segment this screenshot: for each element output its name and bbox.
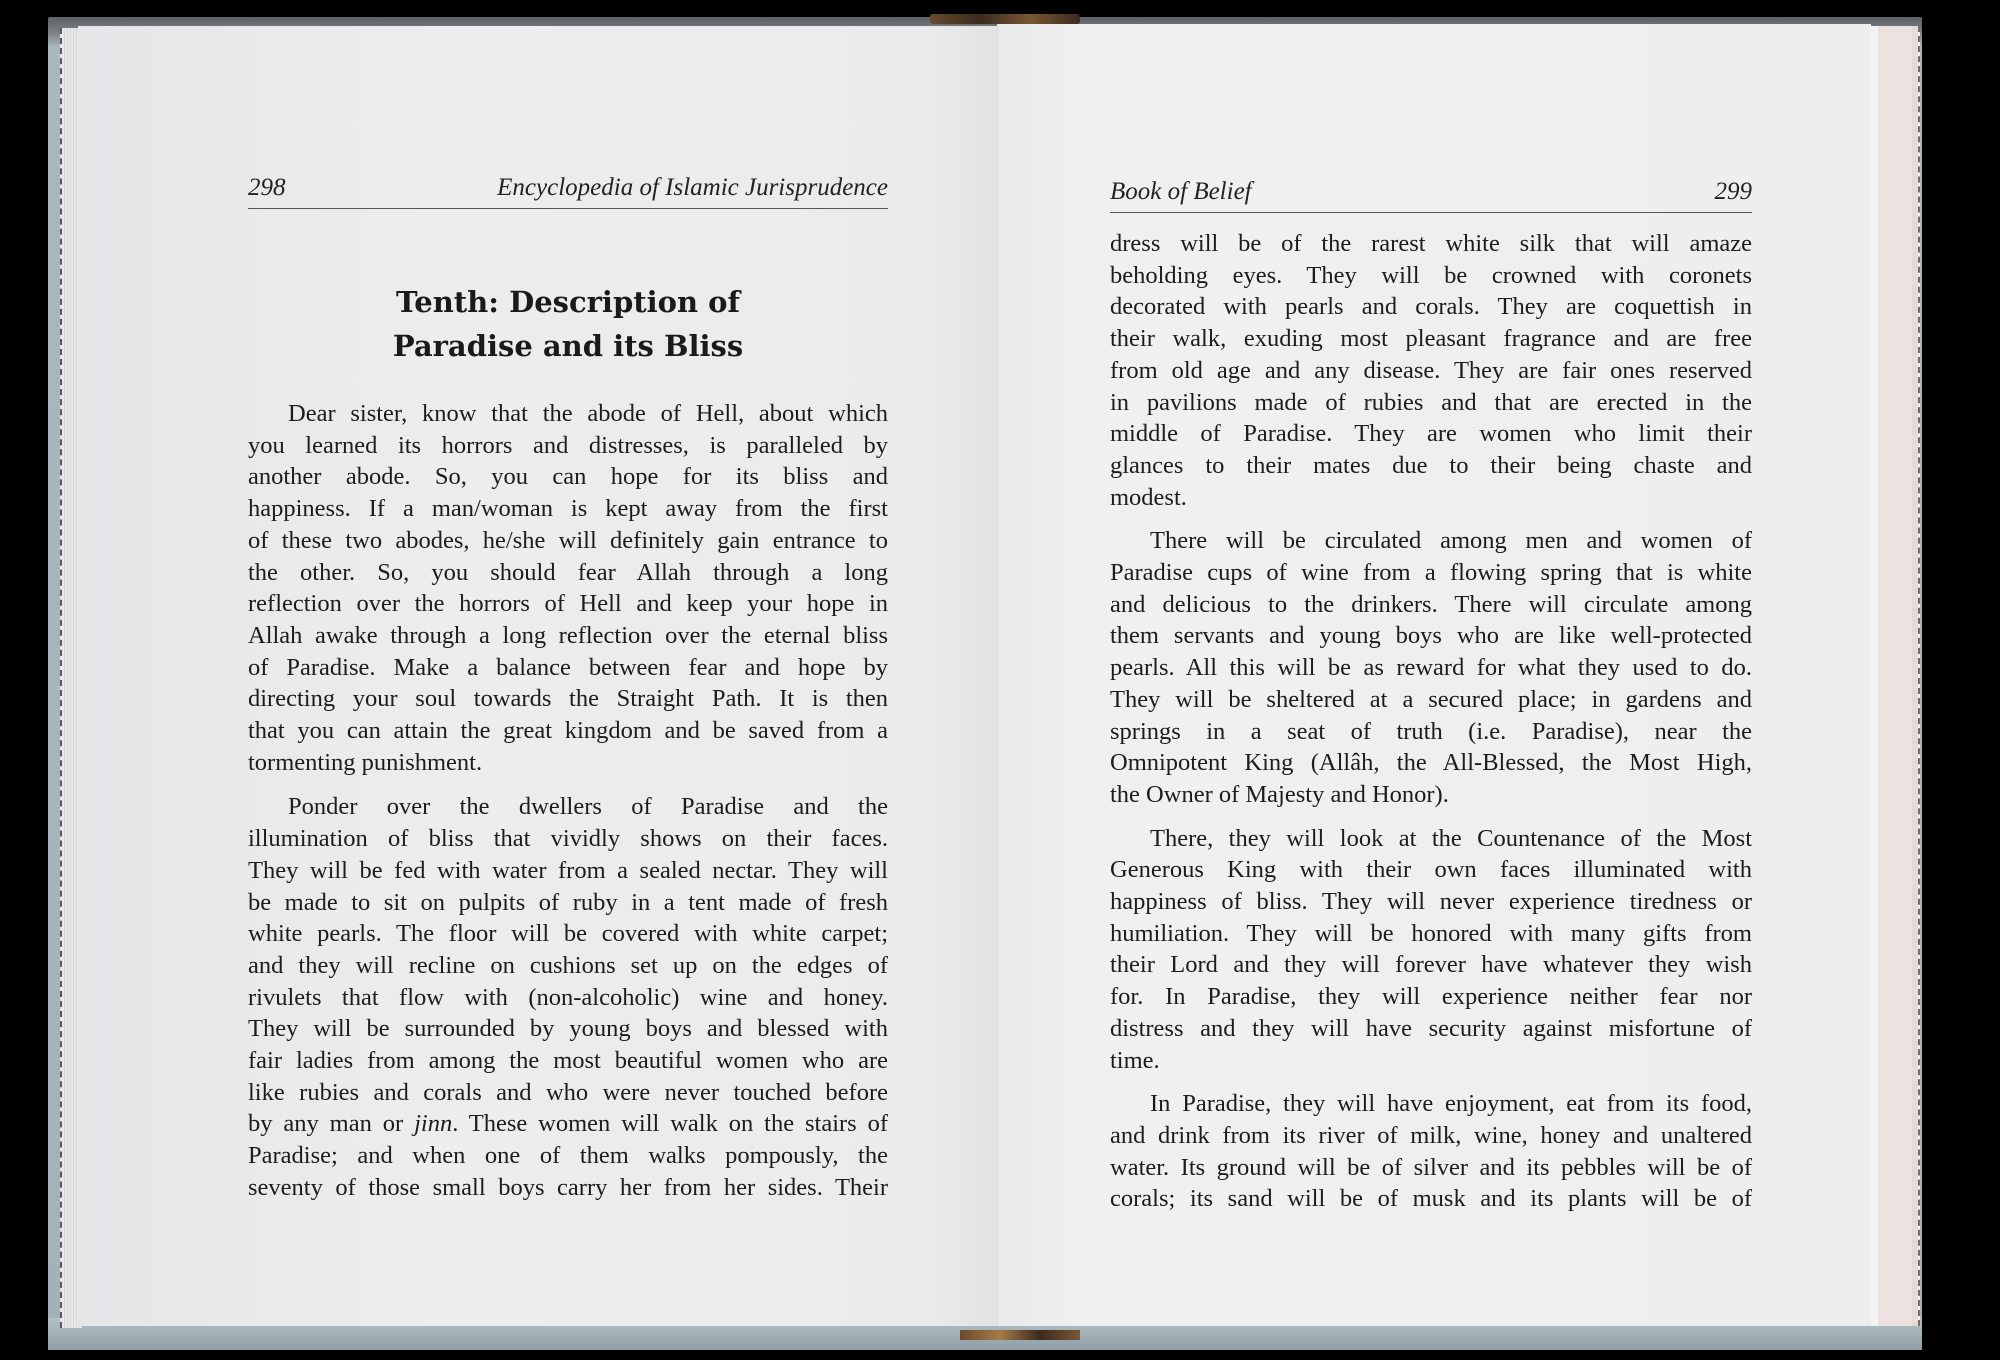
text-line: They will be fed with water from a sealed nectar. They will [248, 856, 888, 884]
text-line: for. In Paradise, they will experience neither fear nor [1110, 983, 1752, 1011]
text-line: of Paradise. Make a balance between fear and hope by [248, 653, 888, 681]
text-line: Generous King with their own faces illuminated with [1110, 856, 1752, 884]
left-running-head [248, 168, 888, 209]
text-line: you learned its horrors and distresses, is paralleled by [248, 431, 888, 459]
text-line: springs in a seat of truth (i.e. Paradise), near the [1110, 717, 1752, 745]
text-line: glances to their mates due to their being chaste and [1110, 451, 1752, 479]
spine-headband-top [930, 14, 1080, 24]
paragraph [1110, 228, 1752, 513]
text-line: by any man or jinn. These women will walk on the stairs of [248, 1110, 888, 1138]
text-line: dress will be of the rarest white silk that will amaze [1110, 230, 1752, 257]
text-line: Paradise cups of wine from a flowing spring that is white [1110, 559, 1752, 587]
text-line: the Owner of Majesty and Honor). [1110, 780, 1449, 808]
paragraph-gap [1110, 1076, 1752, 1088]
paragraph [1110, 823, 1752, 1077]
right-running-head [1110, 172, 1752, 213]
left-running-title: Encyclopedia of Islamic Jurisprudence [497, 174, 888, 201]
text-line: their walk, exuding most pleasant fragrance and are free [1110, 325, 1752, 353]
chapter-title-line-1: Tenth: Description of [396, 285, 740, 319]
italic-term: jinn [414, 1110, 453, 1138]
text-line: and they will recline on cushions set up on the edges of [248, 951, 888, 979]
left-page-number: 298 [248, 174, 286, 201]
text-line: the other. So, you should fear Allah through a long [248, 558, 888, 586]
paragraph-gap [1110, 811, 1752, 823]
right-body-text [1110, 228, 1752, 1215]
text-line: them servants and young boys who are like well-protected [1110, 622, 1752, 650]
text-line: another abode. So, you can hope for its bliss and [248, 463, 888, 491]
text-line: happiness. If a man/woman is kept away from the first [248, 495, 888, 523]
text-line: from old age and any disease. They are fair ones reserved [1110, 356, 1752, 384]
right-page-number: 299 [1714, 178, 1752, 205]
text-line: and delicious to the drinkers. There will circulate among [1110, 590, 1752, 618]
text-line: reflection over the horrors of Hell and keep your hope in [248, 590, 888, 618]
text-line: of these two abodes, he/she will definitely gain entrance to [248, 526, 888, 554]
paragraph-gap [1110, 513, 1752, 525]
text-line: middle of Paradise. They are women who limit their [1110, 420, 1752, 448]
text-line: their Lord and they will forever have whatever they wish [1110, 951, 1752, 979]
text-line: rivulets that flow with (non-alcoholic) wine and honey. [248, 983, 888, 1011]
left-body-text [248, 398, 888, 1204]
text-line: Allah awake through a long reflection over the eternal bliss [248, 621, 888, 649]
right-page-block-edge [1868, 26, 1920, 1326]
text-line: They will be surrounded by young boys and blessed with [248, 1015, 888, 1043]
spine-headband-bottom [960, 1330, 1080, 1340]
text-line: Omnipotent King (Allâh, the All-Blessed, the Most High, [1110, 749, 1752, 777]
text-line: like rubies and corals and who were never touched before [248, 1078, 888, 1106]
text-line: white pearls. The floor will be covered with white carpet; [248, 920, 888, 948]
text-line: water. Its ground will be of silver and its pebbles will be of [1110, 1153, 1752, 1181]
text-line: distress and they will have security against misfortune of [1110, 1014, 1752, 1042]
text-line: fair ladies from among the most beautiful women who are [248, 1047, 888, 1075]
text-line: be made to sit on pulpits of ruby in a tent made of fresh [248, 888, 888, 916]
text-line: and drink from its river of milk, wine, honey and unaltered [1110, 1121, 1752, 1149]
paragraph [1110, 525, 1752, 810]
text-line: Dear sister, know that the abode of Hell, about which [288, 400, 888, 427]
text-line: In Paradise, they will have enjoyment, eat from its food, [1150, 1090, 1752, 1118]
text-line: in pavilions made of rubies and that are erected in the [1110, 388, 1752, 416]
text-line: decorated with pearls and corals. They are coquettish in [1110, 293, 1752, 321]
text-line: humiliation. They will be honored with many gifts from [1110, 919, 1752, 947]
text-line: beholding eyes. They will be crowned with coronets [1110, 261, 1752, 289]
text-line: Paradise; and when one of them walks pompously, the [248, 1142, 888, 1170]
text-line: Ponder over the dwellers of Paradise and the [288, 793, 888, 821]
text-line: corals; its sand will be of musk and its plants will be of [1110, 1185, 1752, 1213]
text-line: time. [1110, 1046, 1160, 1074]
paragraph-gap [248, 778, 888, 791]
text-line: pearls. All this will be as reward for what they used to do. [1110, 654, 1752, 682]
text-line: seventy of those small boys carry her from her sides. Their [248, 1173, 888, 1201]
paragraph [248, 791, 888, 1203]
paragraph [248, 398, 888, 778]
text-line: that you can attain the great kingdom and be saved from a [248, 717, 888, 745]
paragraph [1110, 1088, 1752, 1215]
text-line: happiness of bliss. They will never experience tiredness or [1110, 888, 1752, 916]
right-running-title: Book of Belief [1110, 178, 1252, 205]
text-line: illumination of bliss that vividly shows on their faces. [248, 825, 888, 853]
text-line: There will be circulated among men and women of [1150, 527, 1752, 555]
text-line: modest. [1110, 483, 1187, 511]
chapter-title [248, 280, 888, 368]
text-line: They will be sheltered at a secured place; in gardens and [1110, 685, 1752, 713]
chapter-title-line-2: Paradise and its Bliss [392, 329, 744, 363]
text-line: There, they will look at the Countenance of the Most [1150, 824, 1752, 852]
text-line: tormenting punishment. [248, 748, 483, 776]
text-line: directing your soul towards the Straight Path. It is then [248, 685, 888, 713]
